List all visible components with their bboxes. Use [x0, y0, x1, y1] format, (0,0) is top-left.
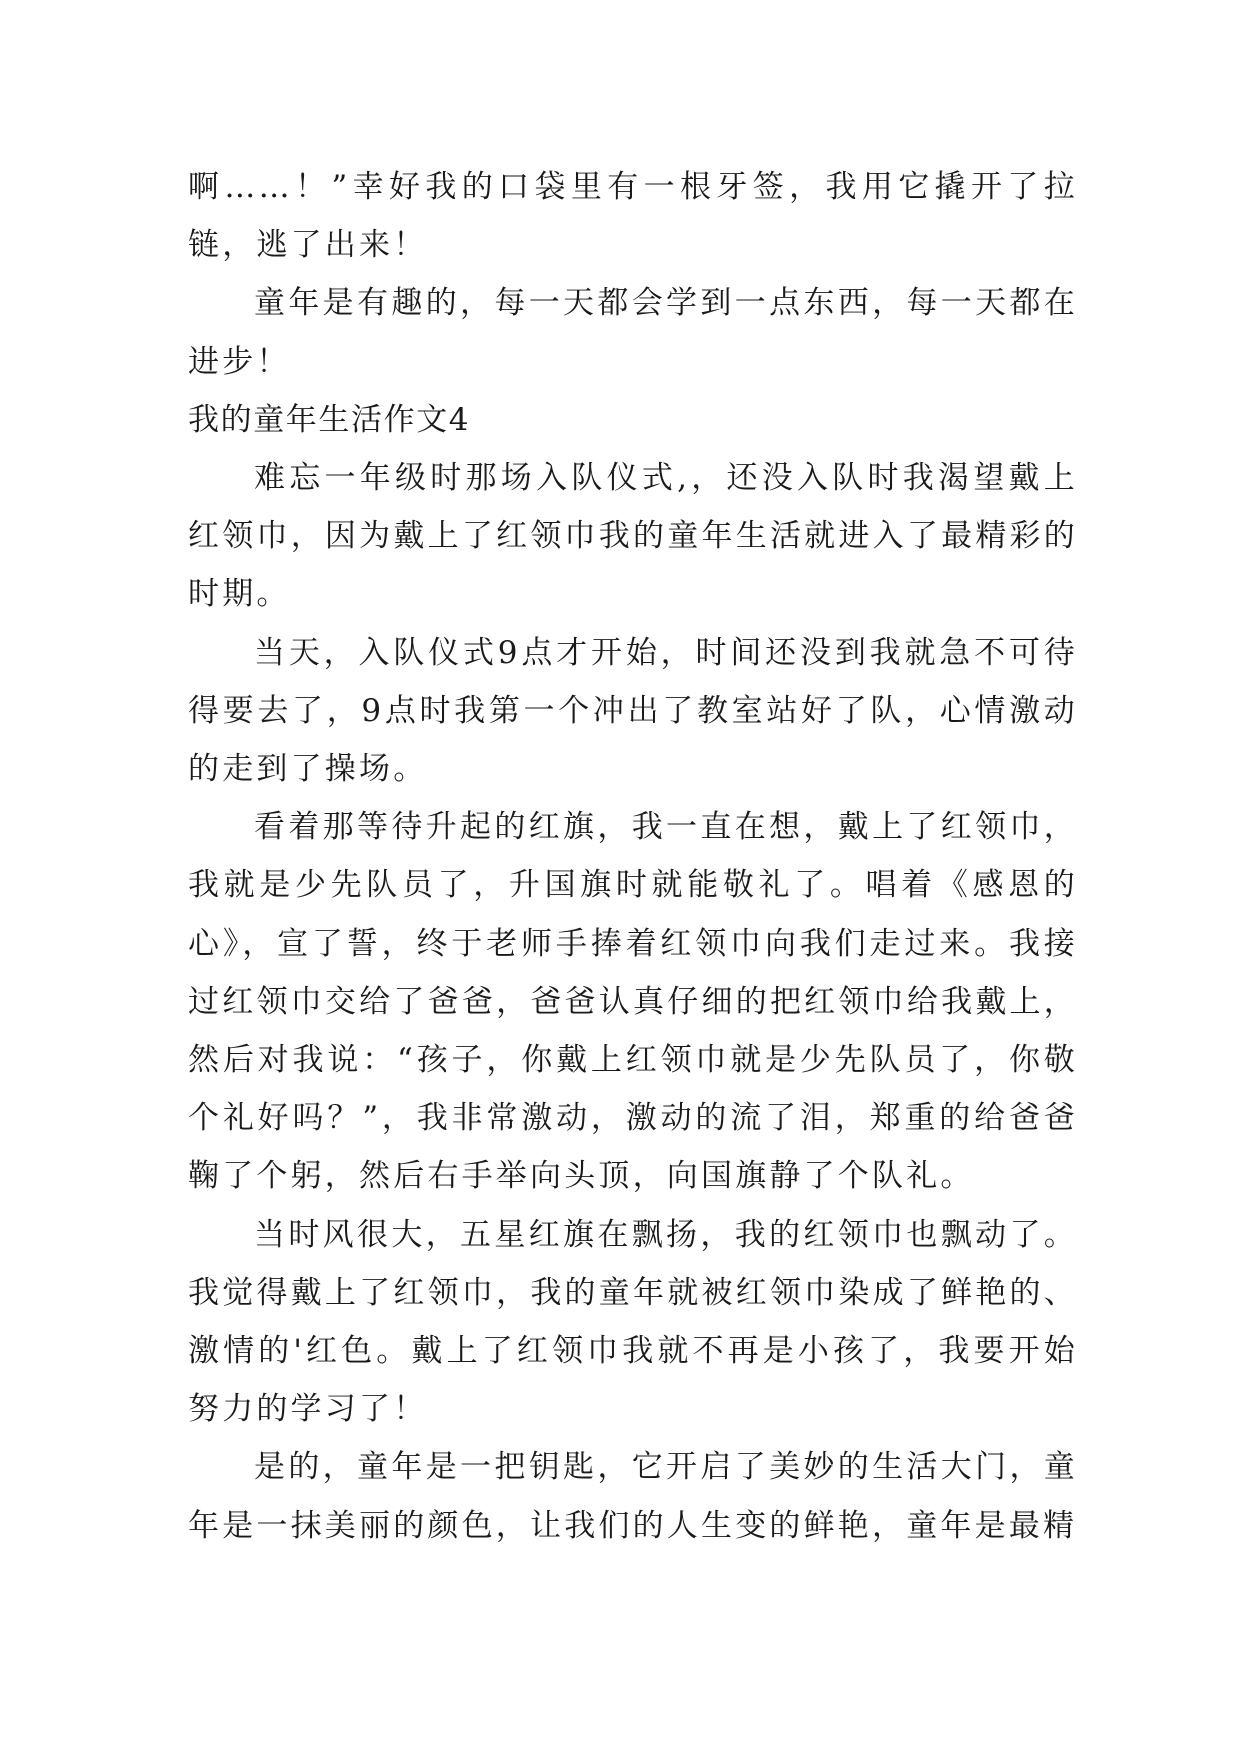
paragraph: 难忘一年级时那场入队仪式,，还没入队时我渴望戴上红领巾，因为戴上了红领巾我的童年生活就进入了最精彩的时期。	[188, 460, 1078, 613]
paragraph: 是的，童年是一把钥匙，它开启了美妙的生活大门，童年是一抹美丽的颜色，让我们的人生变的鲜艳，童年是最精	[188, 1449, 1078, 1544]
paragraph: 当天，入队仪式9点才开始，时间还没到我就急不可待得要去了，9点时我第一个冲出了教室站好了队，心情激动的走到了操场。	[188, 634, 1078, 788]
section-heading: 我的童年生活作文4	[188, 401, 471, 438]
paragraph: 看着那等待升起的红旗，我一直在想，戴上了红领巾，我就是少先队员了，升国旗时就能敬礼了。唱着《感恩的心》，宣了誓，终于老师手捧着红领巾向我们走过来。我接过红领巾交给了爸爸，爸爸认真仔细的把红领巾给我戴上，然后对我说：“孩子，你戴上红领巾就是少先队员了，你敬个礼好吗？”，我非常激动，激动的流了泪，郑重的给爸爸鞠了个躬，然后右手举向头顶，向国旗静了个队礼。	[188, 809, 1078, 1195]
paragraph-summary: 童年是有趣的，每一天都会学到一点东西，每一天都在进步！	[188, 285, 1078, 380]
paragraph: 当时风很大，五星红旗在飘扬，我的红领巾也飘动了。我觉得戴上了红领巾，我的童年就被红领巾染成了鲜艳的、激情的'红色。戴上了红领巾我就不再是小孩了，我要开始努力的学习了！	[188, 1216, 1078, 1428]
paragraph-continued: 啊……！”幸好我的口袋里有一根牙签，我用它撬开了拉链，逃了出来！	[188, 169, 1078, 264]
document-body	[188, 158, 1078, 1555]
